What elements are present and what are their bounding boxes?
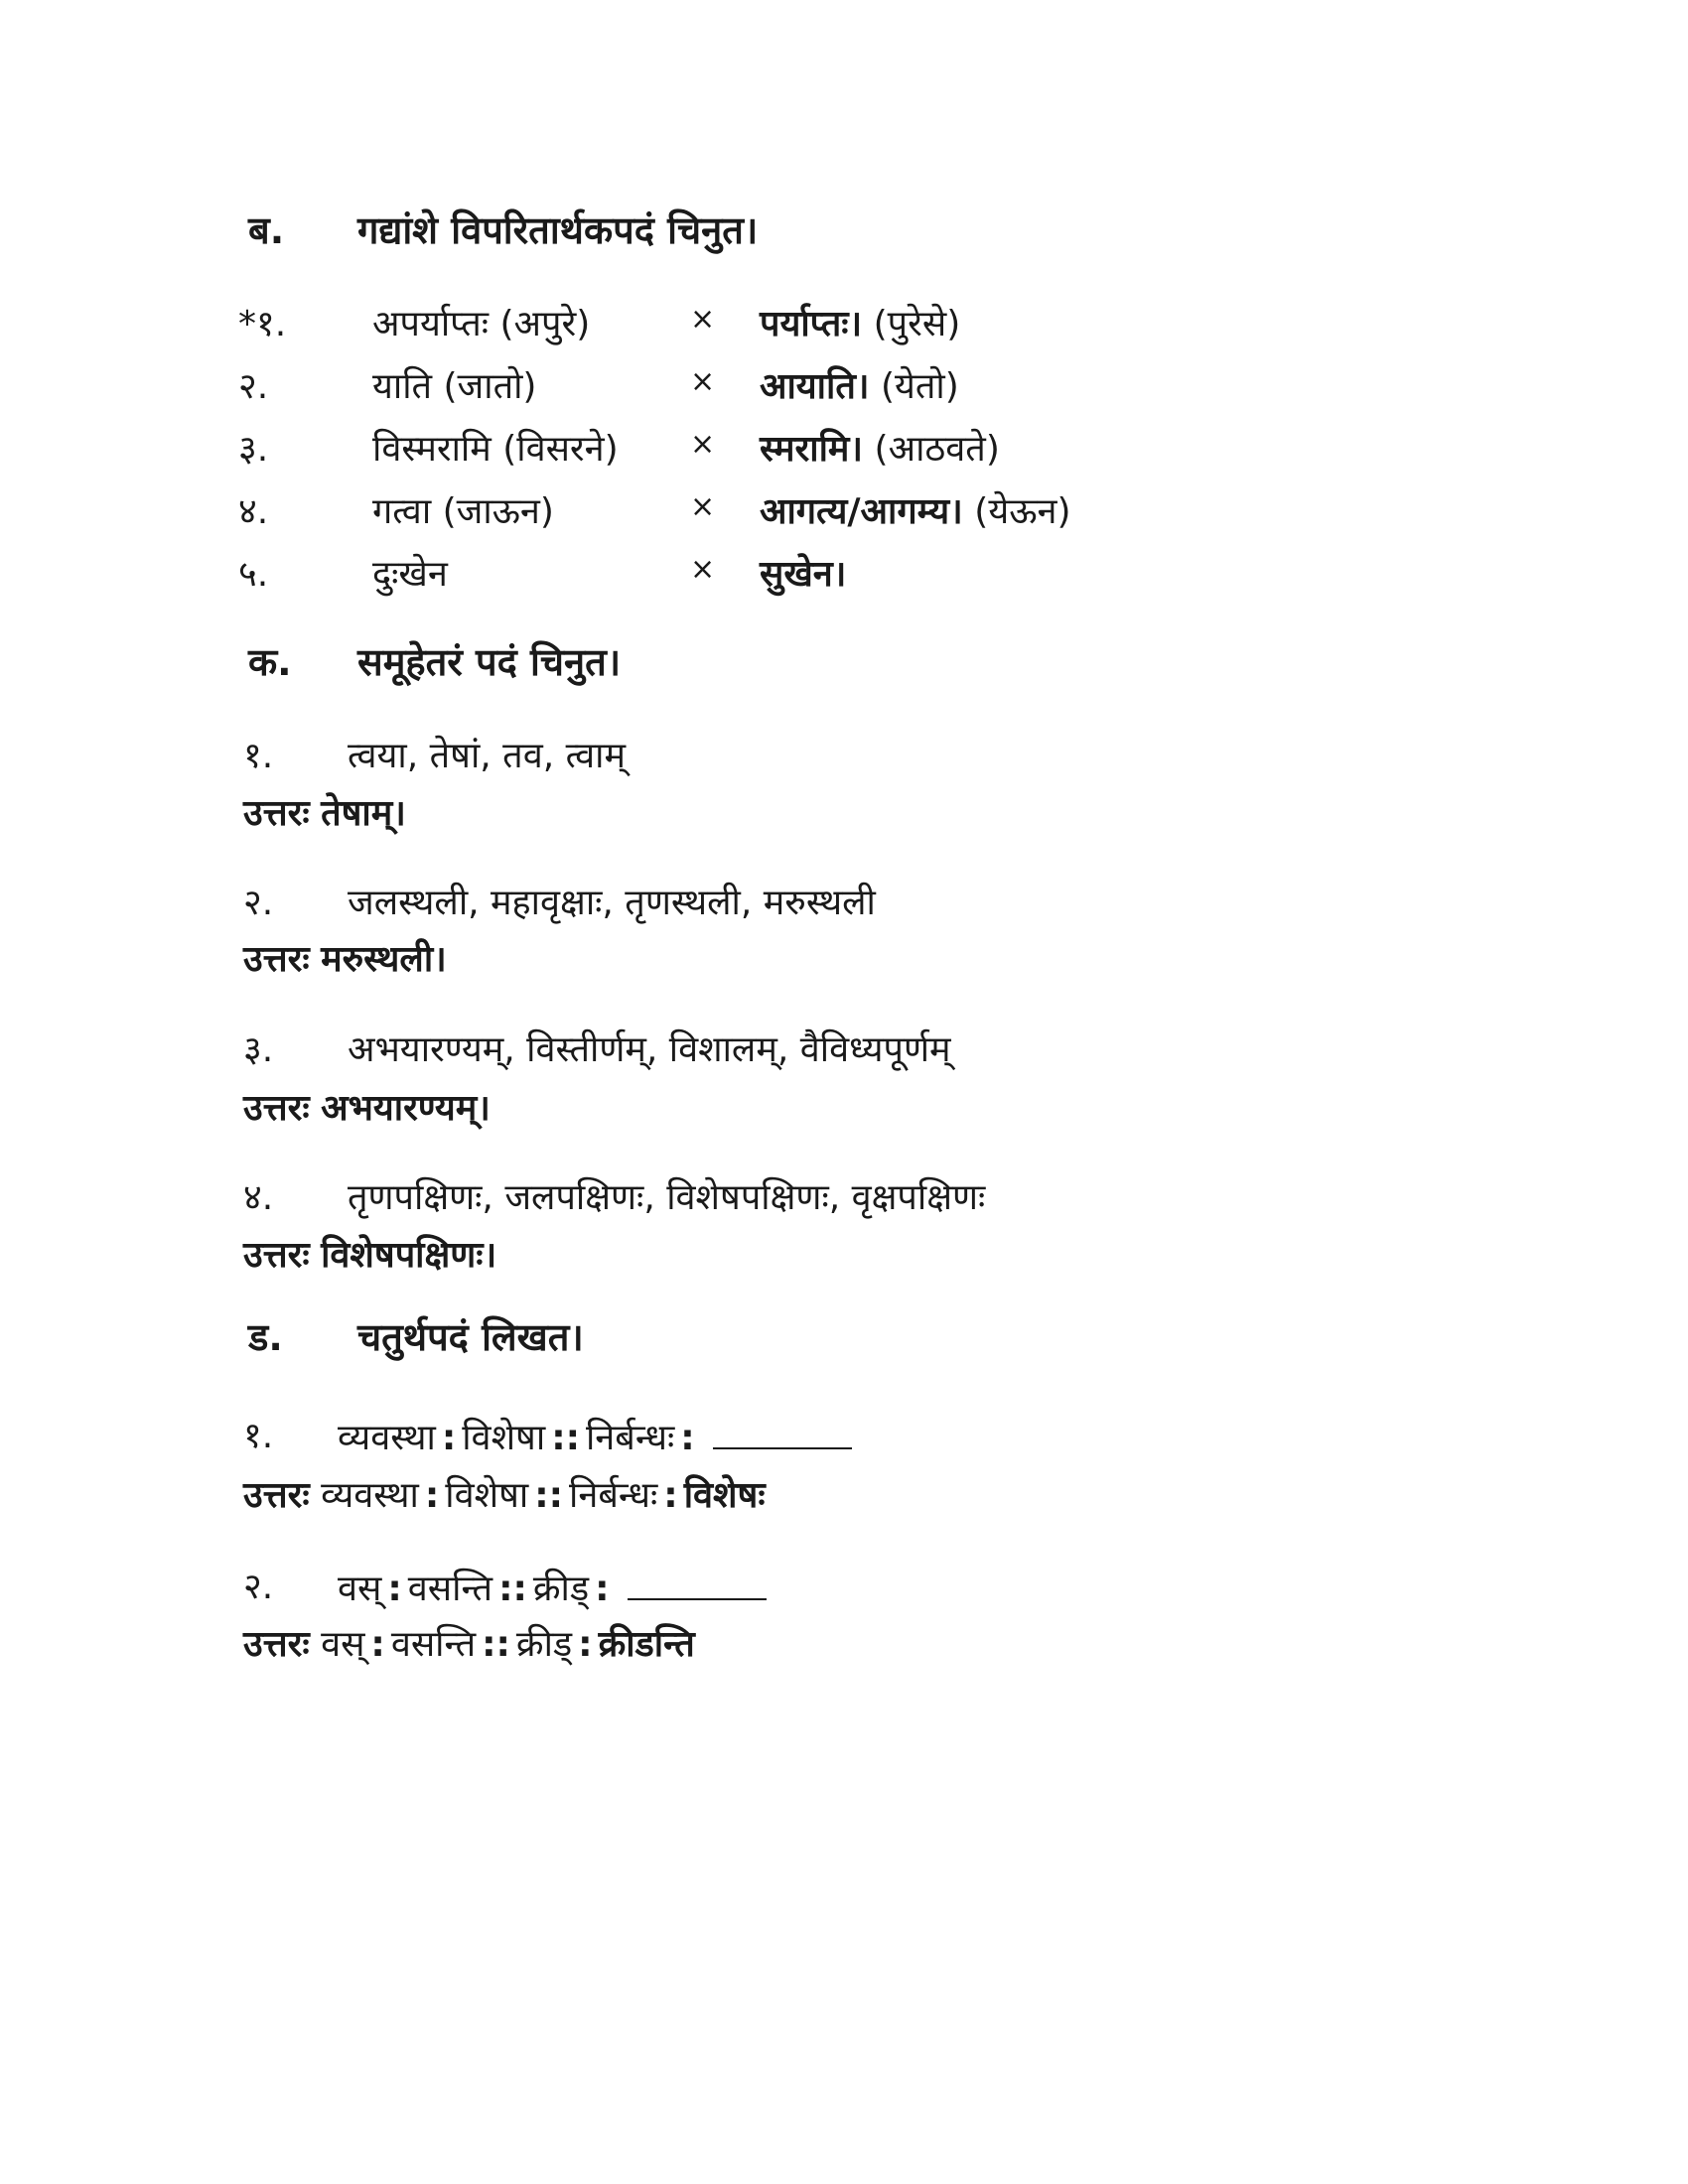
antonym-answer: आगत्य/आगम्य। (येऊन)	[760, 491, 1071, 532]
answer-label: उत्तरः	[243, 1624, 310, 1665]
answer-value: विशेषः	[683, 1475, 766, 1516]
cross-separator: ×	[690, 302, 716, 337]
cross-separator: ×	[690, 427, 716, 462]
answer-blank	[713, 1410, 852, 1449]
question-number: २.	[243, 883, 274, 923]
question-number: १.	[243, 736, 274, 776]
question-number: ४.	[243, 1177, 274, 1218]
answer-value: मरुस्थली।	[321, 939, 447, 980]
antonym-number: २.	[238, 366, 269, 407]
answer-value: तेषाम्।	[321, 793, 406, 834]
question-number: २.	[243, 1567, 274, 1607]
cross-separator: ×	[690, 552, 716, 587]
question-text: त्वया, तेषां, तव, त्वाम्	[348, 736, 627, 776]
analogy-text: वस् : वसन्ति :: क्रीड् :	[338, 1561, 767, 1611]
answer-label: उत्तरः	[243, 1475, 310, 1516]
answer-value: अभयारण्यम्।	[321, 1088, 491, 1129]
answer-line	[243, 1082, 491, 1131]
question-text: अभयारण्यम्, विस्तीर्णम्, विशालम्, वैविध्यपूर्णम्	[348, 1029, 951, 1070]
answer-line	[243, 1229, 496, 1278]
cross-separator: ×	[690, 364, 716, 399]
analogy-answer: उत्तरः वस् : वसन्ति :: क्रीड् : क्रीडन्ति	[243, 1624, 695, 1665]
section-b-marker: ब.	[248, 208, 285, 252]
section-k-marker: क.	[248, 640, 292, 684]
answer-line	[243, 933, 447, 982]
answer-blank	[628, 1561, 767, 1600]
antonym-number: ४.	[238, 491, 269, 532]
answer-value: क्रीडन्ति	[598, 1624, 695, 1665]
section-d-title: चतुर्थपदं लिखत।	[357, 1315, 584, 1359]
analogy-answer: उत्तरः व्यवस्था : विशेषा :: निर्बन्धः : विशेषः	[243, 1475, 766, 1516]
analogy-text: व्यवस्था : विशेषा :: निर्बन्धः :	[338, 1410, 852, 1460]
answer-line	[243, 787, 406, 836]
question-text: जलस्थली, महावृक्षाः, तृणस्थली, मरुस्थली	[348, 883, 876, 923]
antonym-answer: पर्याप्तः। (पुरेसे)	[760, 304, 961, 344]
antonym-answer: स्मरामि। (आठवते)	[760, 429, 1000, 470]
answer-label: उत्तरः	[243, 1088, 310, 1129]
question-number: १.	[243, 1416, 274, 1456]
antonym-word: विस्मरामि (विसरने)	[372, 429, 619, 470]
section-k-title: समूहेतरं पदं चिनुत।	[357, 640, 622, 684]
antonym-number: ३.	[238, 429, 269, 470]
cross-separator: ×	[690, 489, 716, 524]
antonym-word: याति (जातो)	[372, 366, 537, 407]
question-number: ३.	[243, 1029, 274, 1070]
answer-label: उत्तरः	[243, 939, 310, 980]
section-d-marker: ड.	[248, 1315, 283, 1359]
antonym-answer: आयाति। (येतो)	[760, 366, 959, 407]
section-b-title: गद्यांशे विपरितार्थकपदं चिनुत।	[357, 208, 759, 252]
antonym-word: अपर्याप्तः (अपुरे)	[372, 304, 591, 344]
antonym-word: दुःखेन	[372, 554, 448, 595]
antonym-word: गत्वा (जाऊन)	[372, 491, 554, 532]
answer-label: उत्तरः	[243, 1235, 310, 1276]
antonym-number: ५.	[238, 554, 269, 595]
answer-label: उत्तरः	[243, 793, 310, 834]
question-text: तृणपक्षिणः, जलपक्षिणः, विशेषपक्षिणः, वृक्षपक्षिणः	[348, 1177, 986, 1218]
antonym-answer: सुखेन।	[760, 554, 847, 595]
answer-value: विशेषपक्षिणः।	[321, 1235, 497, 1276]
antonym-number: *१.	[238, 304, 287, 344]
